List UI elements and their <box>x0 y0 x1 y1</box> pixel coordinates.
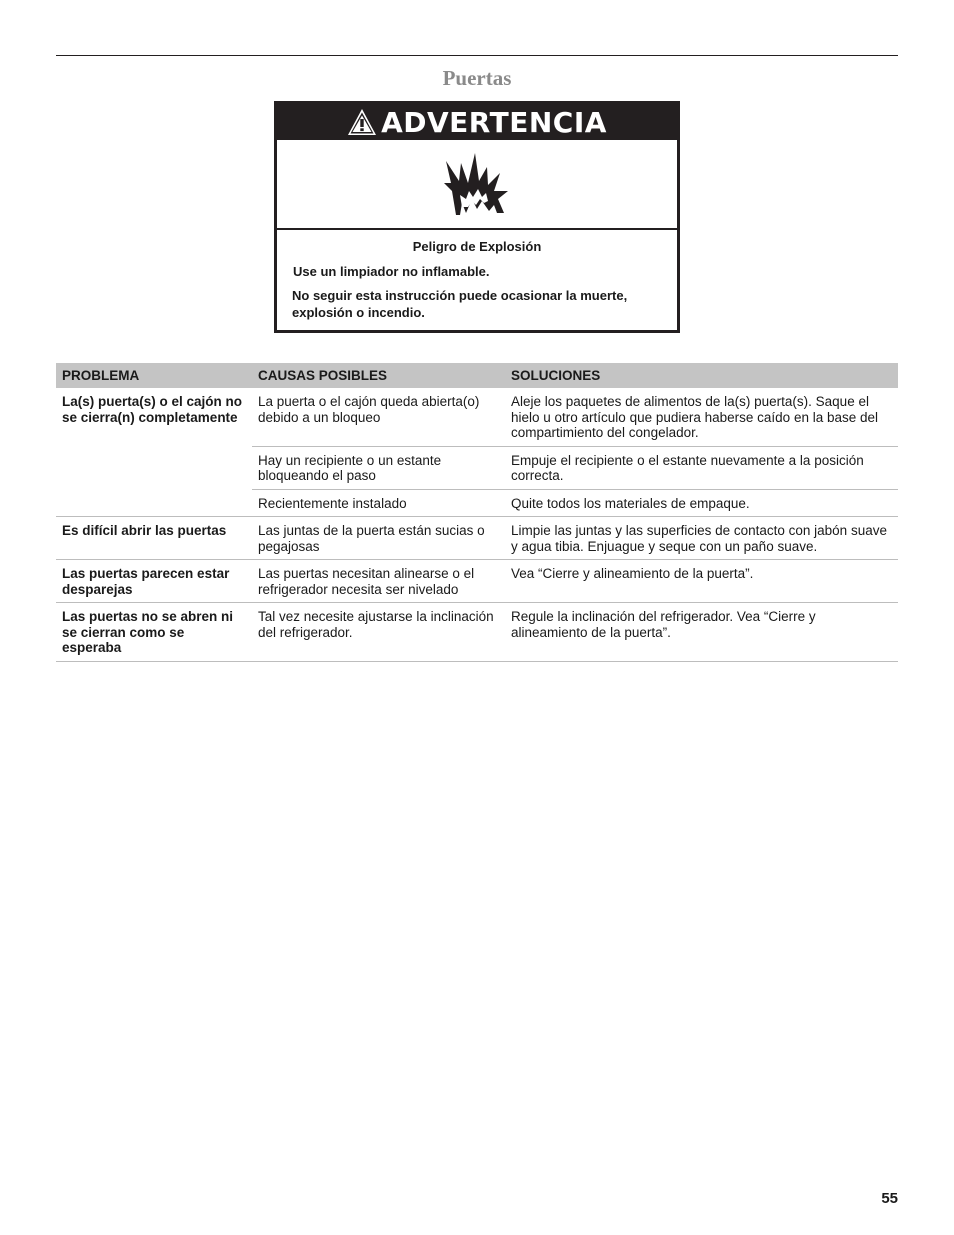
table-row <box>56 517 898 560</box>
cause-cell: Recientemente instalado <box>252 489 505 517</box>
page-number: 55 <box>881 1190 898 1207</box>
table-row <box>56 603 898 662</box>
warning-heading: Peligro de Explosión <box>412 239 542 254</box>
cause-cell: La puerta o el cajón queda abierta(o) debido a un bloqueo <box>258 394 480 425</box>
top-rule <box>56 55 898 56</box>
warning-symbol-area <box>277 140 677 230</box>
warning-header <box>277 104 677 140</box>
solution-cell: Vea “Cierre y alineamiento de la puerta”. <box>505 560 898 603</box>
header-problem: PROBLEMA <box>56 363 252 388</box>
solution-cell: Limpie las juntas y las superficies de contacto con jabón suave y agua tibia. Enjuague y seque con un paño suave. <box>505 517 898 560</box>
problem-cell: Es difícil abrir las puertas <box>56 517 252 560</box>
solution-cell: Aleje los paquetes de alimentos de la(s) puerta(s). Saque el hielo u otro artículo que pudiera haberse caído en la base del compartimiento del congelador. <box>511 394 879 440</box>
problem-cell: Las puertas no se abren ni se cierran como se esperaba <box>56 603 252 662</box>
warning-instruction: Use un limpiador no inflamable. <box>293 264 490 279</box>
solution-cell: Empuje el recipiente o el estante nuevamente a la posición correcta. <box>505 446 898 489</box>
cause-cell: Tal vez necesite ajustarse la inclinación del refrigerador. <box>252 603 505 662</box>
warning-header-label: ADVERTENCIA <box>381 105 607 139</box>
warning-triangle-icon <box>347 108 377 136</box>
cause-cell: Las puertas necesitan alinearse o el refrigerador necesita ser nivelado <box>252 560 505 603</box>
problem-cell: La(s) puerta(s) o el cajón no se cierra(n) completamente <box>62 394 243 425</box>
warning-box <box>274 101 680 333</box>
explosion-icon <box>442 151 512 219</box>
table-header-row <box>56 363 898 388</box>
troubleshooting-table <box>56 363 898 662</box>
section-title: Puertas <box>442 66 512 90</box>
solution-cell: Quite todos los materiales de empaque. <box>505 489 898 517</box>
header-causes: CAUSAS POSIBLES <box>252 363 505 388</box>
warning-consequence: No seguir esta instrucción puede ocasionar la muerte, explosión o incendio. <box>292 288 628 320</box>
problem-cell: Las puertas parecen estar desparejas <box>56 560 252 603</box>
warning-text <box>277 239 677 321</box>
cause-cell: Hay un recipiente o un estante bloqueando el paso <box>252 446 505 489</box>
solution-cell: Regule la inclinación del refrigerador. Vea “Cierre y alineamiento de la puerta”. <box>505 603 898 662</box>
cause-cell: Las juntas de la puerta están sucias o pegajosas <box>252 517 505 560</box>
table-row <box>56 388 898 446</box>
header-solutions: SOLUCIONES <box>505 363 898 388</box>
table-row <box>56 560 898 603</box>
